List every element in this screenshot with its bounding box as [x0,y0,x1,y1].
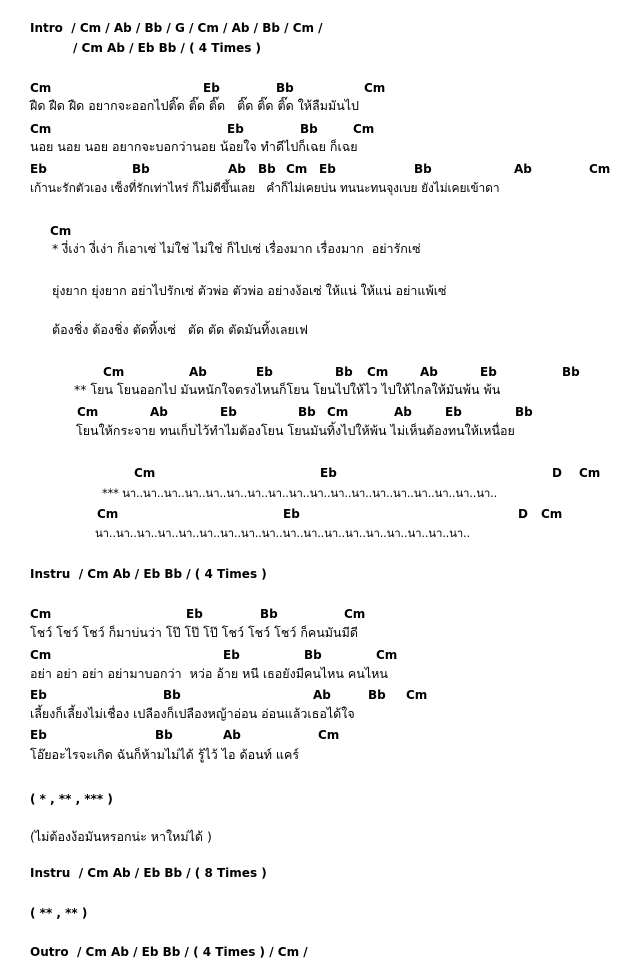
chord: Cm [30,81,52,95]
chord: Cm [30,607,52,621]
chord: Cm [77,405,99,419]
lyric-line: ฝืด ฝืด ฝืด อยากจะออกไปติ๊ด ติ๊ด ติ๊ด ติ๊ด ติ๊ด ติ๊ด ให้ลืมมันไป [30,98,359,113]
chord: Eb [30,162,47,176]
chord: Eb [220,405,237,419]
chord: Cm [318,728,340,742]
chord: Bb [155,728,173,742]
chord: Eb [320,466,337,480]
lyric-line: ต้องชิ่ง ต้องชิ่ง ตัดทิ้งเซ่ ตัด ตัด ตัดมันทิ้งเลยเฟ [52,322,308,337]
chord: Bb [335,365,353,379]
lyric-line: อย่า อย่า อย่า อย่ามาบอกว่า หว่อ อ้าย หนี เธอยังมีคนไหน คนไหน [30,666,388,681]
chord: Eb [203,81,220,95]
chord: Cm [286,162,308,176]
chord: Eb [223,648,240,662]
chord: Ab [189,365,207,379]
chord: Eb [445,405,462,419]
lyric-line: โยนให้กระจาย ทนเก็บไว้ทำไมต้องโยน โยนมันทิ้งไปให้พ้น ไม่เห็นต้องทนให้เหนื่อย [76,423,515,438]
chord: Cm [50,224,72,238]
repeat-marker: ( * , ** , *** ) [30,792,113,806]
chord: D [552,466,562,480]
chord: Bb [562,365,580,379]
chord: Eb [283,507,300,521]
lyric-line: ** โยน โยนออกไป มันหนักใจตรงไหนก็โยน โยนไปให้ไว ไปให้ไกลให้มันพ้น พ้น [74,382,501,397]
lyric-line: โอ๊ยอะไรจะเกิด ฉันก็ห้ามไม่ได้ รู้ไว้ ไอ ด้อนท์ แคร์ [30,747,300,762]
repeat-marker: ( ** , ** ) [30,906,88,920]
chord: Bb [368,688,386,702]
chord: Cm [589,162,611,176]
chord: Bb [132,162,150,176]
chord: Eb [186,607,203,621]
chord: Eb [319,162,336,176]
chord: Cm [30,122,52,136]
chord: Cm [364,81,386,95]
outro-line: Outro / Cm Ab / Eb Bb / ( 4 Times ) / Cm / [30,945,308,959]
chord: Cm [97,507,119,521]
lyric-line: นา..นา..นา..นา..นา..นา..นา..นา..นา..นา..นา..นา..นา..นา..นา..นา..นา..นา.. [95,526,470,540]
chord: Cm [353,122,375,136]
chord: Cm [134,466,156,480]
chord: Bb [298,405,316,419]
chord: Cm [103,365,125,379]
chord: Ab [150,405,168,419]
chord: D [518,507,528,521]
lyric-line: ยุ่งยาก ยุ่งยาก อย่าไปรักเซ่ ตัวพ่อ ตัวพ่อ อย่างง้อเซ่ ให้แน่ ให้แน่ อย่าแพ้เซ่ [52,283,447,298]
chord: Eb [30,688,47,702]
chord: Bb [260,607,278,621]
intro-line-1: Intro / Cm / Ab / Bb / G / Cm / Ab / Bb / Cm / [30,21,323,35]
chord: Eb [480,365,497,379]
chord: Bb [414,162,432,176]
chord: Ab [514,162,532,176]
chord: Ab [223,728,241,742]
chord: Cm [376,648,398,662]
chord: Eb [227,122,244,136]
chord: Bb [258,162,276,176]
chord: Cm [367,365,389,379]
chord: Bb [163,688,181,702]
chord: Ab [313,688,331,702]
chord: Eb [256,365,273,379]
lyric-line: นอย นอย นอย อยากจะบอกว่านอย น้อยใจ ทำดีไปก็เฉย ก็เฉย [30,139,358,154]
chord: Bb [515,405,533,419]
chord: Cm [327,405,349,419]
lyric-line: เก้านะรักตัวเอง เซ็งที่รักเท่าไหร่ ก็ไม่ดีขึ้นเลย คำก็ไม่เคยบ่น ทนนะทนจุงเบย ยังไม่เคยเข้าดา [30,181,500,195]
lyric-line: โชว์ โชว์ โชว์ ก็มาบ่นว่า โป๊ โป๊ โป๊ โชว์ โชว์ โชว์ ก็คนมันมีดี [30,625,358,640]
lyric-line: * งี่เง่า งี่เง่า ก็เอาเซ่ ไม่ใช่ ไม่ใช่ ก็ไปเซ่ เรื่องมาก เรื่องมาก อย่ารักเซ่ [52,241,421,256]
chord: Ab [394,405,412,419]
chord: Cm [344,607,366,621]
chord: Cm [541,507,563,521]
chord: Eb [30,728,47,742]
chord: Ab [420,365,438,379]
chord: Cm [579,466,601,480]
chord: Cm [406,688,428,702]
lyric-line: *** นา..นา..นา..นา..นา..นา..นา..นา..นา..นา..นา..นา..นา..นา..นา..นา..นา..นา.. [102,486,498,500]
chord: Bb [304,648,322,662]
intro-line-2: / Cm Ab / Eb Bb / ( 4 Times ) [73,41,262,55]
chord: Cm [30,648,52,662]
instru-line: Instru / Cm Ab / Eb Bb / ( 4 Times ) [30,567,267,581]
lyric-line: เลี้ยงก็เลี้ยงไม่เชื่อง เปลืองก็เปลืองหญ้าอ่อน อ่อนแล้วเธอได้ใจ [30,706,355,721]
chord: Bb [300,122,318,136]
note-line: (ไม่ต้องง้อมันหรอกน่ะ หาใหม่ได้ ) [30,829,212,844]
chord: Bb [276,81,294,95]
instru-line: Instru / Cm Ab / Eb Bb / ( 8 Times ) [30,866,267,880]
chord: Ab [228,162,246,176]
